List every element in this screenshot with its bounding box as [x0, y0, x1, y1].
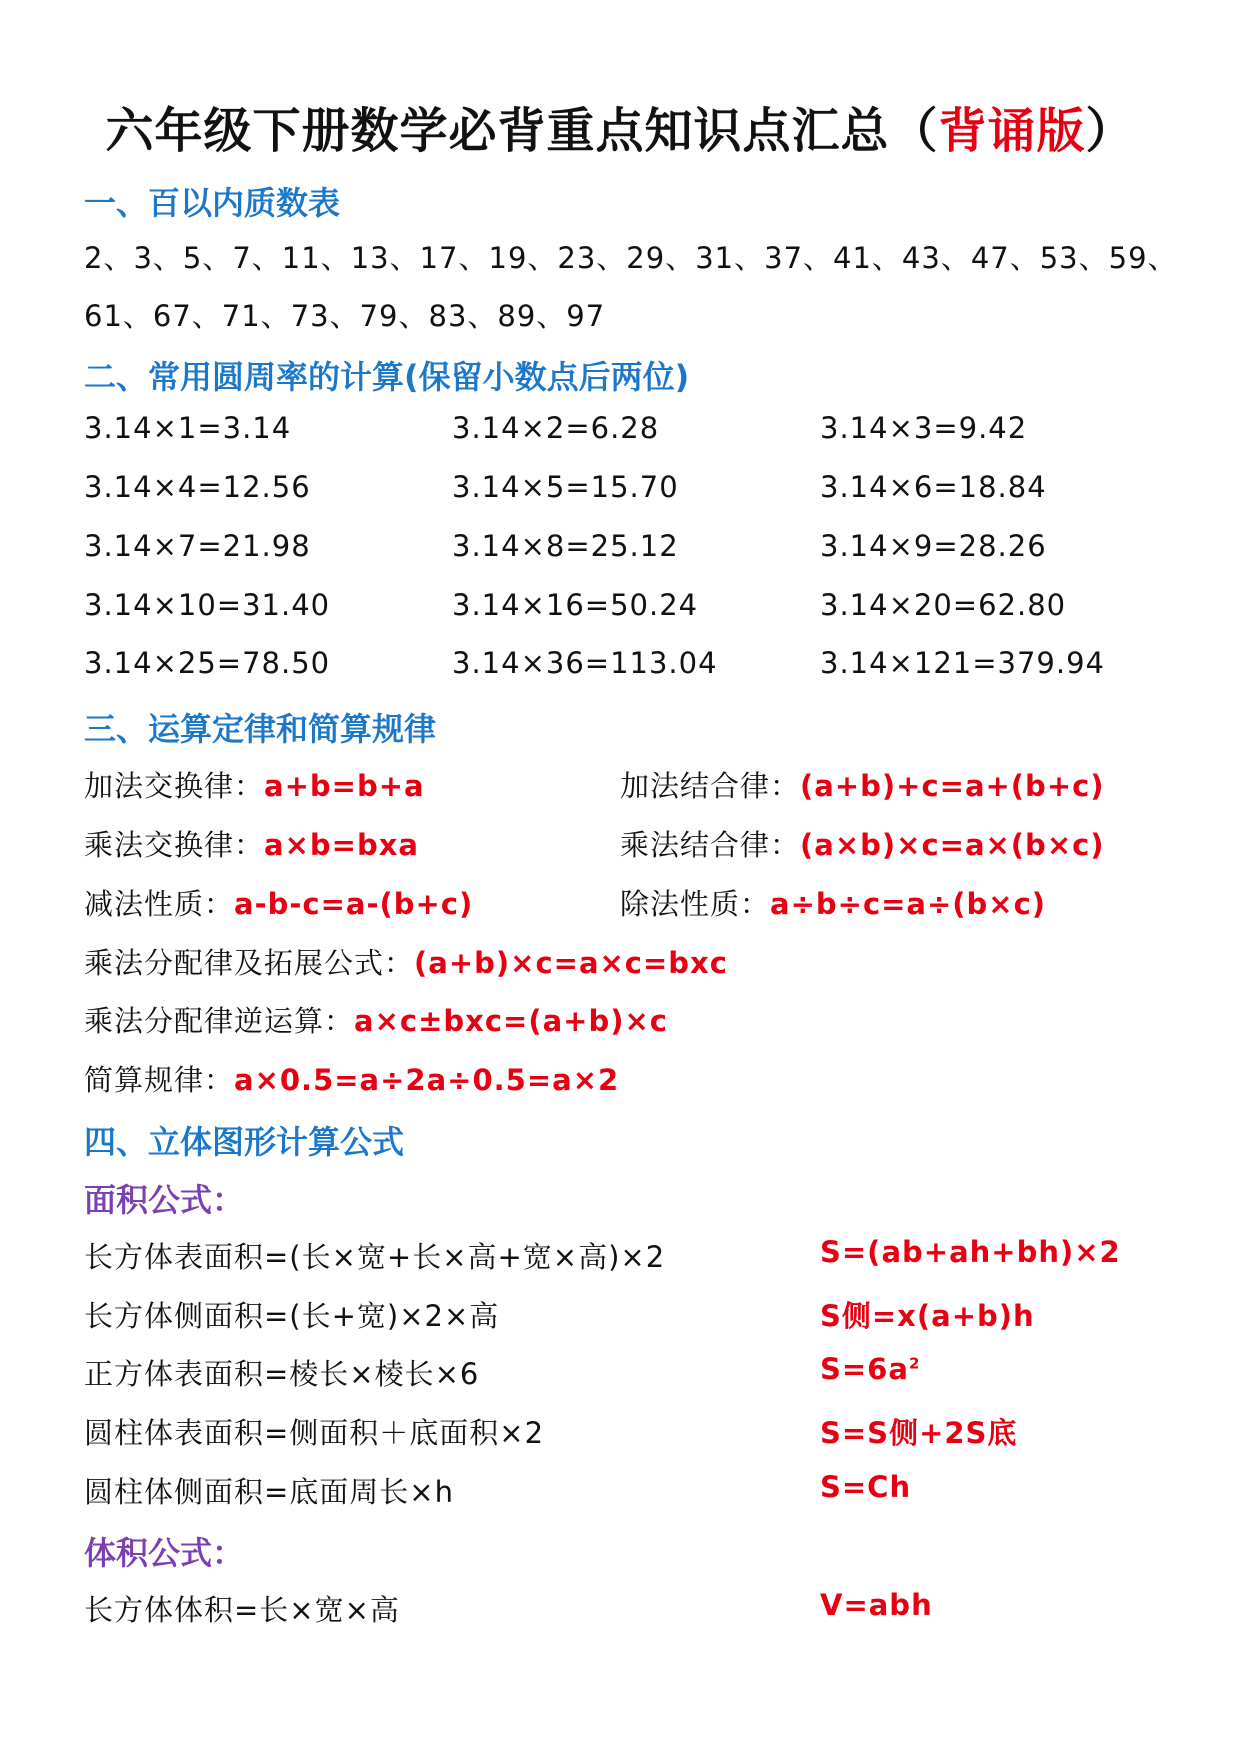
- title-close-paren: ）: [1085, 103, 1135, 159]
- page-title: [0, 92, 1240, 161]
- law-item: [84, 823, 419, 864]
- pi-cell: 3.14×20=62.80: [820, 588, 1067, 622]
- area-formula-symbolic: S=Ch: [820, 1470, 912, 1504]
- law-item: [84, 999, 668, 1040]
- law-label: 除法性质：: [620, 887, 771, 921]
- law-item: [84, 1058, 619, 1099]
- law-label: 减法性质：: [84, 887, 235, 921]
- law-formula: a÷b÷c=a÷(b×c): [770, 887, 1047, 921]
- area-formula-text: 圆柱体侧面积=底面周长×h: [84, 1475, 454, 1509]
- section-heading-laws: 三、运算定律和简算规律: [84, 710, 437, 748]
- pi-cell: 3.14×9=28.26: [820, 529, 1047, 563]
- pi-cell: 3.14×10=31.40: [84, 588, 331, 622]
- area-formula-symbolic: [820, 1352, 920, 1386]
- formula-base: S=6a: [820, 1352, 909, 1386]
- title-main: 六年级下册数学必背重点知识点汇总: [105, 103, 890, 159]
- area-formula-symbolic: S=S侧+2S底: [820, 1416, 1018, 1450]
- law-label: 简算规律：: [84, 1063, 235, 1097]
- volume-formula-symbolic: V=abh: [820, 1588, 933, 1622]
- law-formula: a-b-c=a-(b+c): [234, 887, 474, 921]
- law-item: [620, 764, 1105, 805]
- law-formula: a×0.5=a÷2a÷0.5=a×2: [234, 1063, 620, 1097]
- area-formula-text: 正方体表面积=棱长×棱长×6: [84, 1357, 480, 1391]
- area-formula-symbolic: S侧=x(a+b)h: [820, 1299, 1035, 1333]
- law-item: [620, 823, 1105, 864]
- formula-superscript: 2: [908, 1354, 921, 1373]
- pi-cell: 3.14×36=113.04: [452, 646, 718, 680]
- law-formula: (a+b)+c=a+(b+c): [800, 769, 1105, 803]
- section-heading-solids: 四、立体图形计算公式: [84, 1123, 405, 1161]
- pi-cell: 3.14×5=15.70: [452, 470, 679, 504]
- pi-cell: 3.14×121=379.94: [820, 646, 1105, 680]
- title-emphasis: 背诵版: [938, 103, 1086, 159]
- pi-cell: 3.14×1=3.14: [84, 411, 292, 445]
- law-item: [84, 764, 425, 805]
- law-label: 乘法分配律及拓展公式：: [84, 946, 415, 980]
- volume-subheading: 体积公式：: [84, 1534, 245, 1572]
- law-item: [84, 941, 728, 982]
- law-item: [620, 882, 1046, 923]
- area-formula-text: 长方体侧面积=(长+宽)×2×高: [84, 1299, 500, 1333]
- pi-cell: 3.14×7=21.98: [84, 529, 311, 563]
- pi-cell: 3.14×8=25.12: [452, 529, 679, 563]
- pi-cell: 3.14×6=18.84: [820, 470, 1047, 504]
- law-formula: (a×b)×c=a×(b×c): [800, 828, 1105, 862]
- primes-line-2: 61、67、71、73、79、83、89、97: [84, 299, 606, 333]
- pi-cell: 3.14×16=50.24: [452, 588, 699, 622]
- law-formula: a+b=b+a: [264, 769, 425, 803]
- law-label: 乘法分配律逆运算：: [84, 1004, 355, 1038]
- area-formula-text: 圆柱体表面积=侧面积＋底面积×2: [84, 1416, 545, 1450]
- pi-cell: 3.14×3=9.42: [820, 411, 1028, 445]
- area-formula-symbolic: S=(ab+ah+bh)×2: [820, 1235, 1121, 1269]
- law-label: 加法交换律：: [84, 769, 265, 803]
- pi-cell: 3.14×25=78.50: [84, 646, 331, 680]
- law-formula: a×b=bxa: [264, 828, 419, 862]
- title-open-paren: （: [889, 103, 939, 159]
- law-label: 加法结合律：: [620, 769, 801, 803]
- section-heading-pi: 二、常用圆周率的计算(保留小数点后两位): [84, 358, 690, 396]
- area-subheading: 面积公式：: [84, 1181, 245, 1219]
- law-item: [84, 882, 473, 923]
- law-formula: (a+b)×c=a×c=bxc: [414, 946, 728, 980]
- area-formula-text: 长方体表面积=(长×宽+长×高+宽×高)×2: [84, 1240, 666, 1274]
- primes-line-1: 2、3、5、7、11、13、17、19、23、29、31、37、41、43、47、53、59、: [84, 241, 1178, 275]
- law-label: 乘法交换律：: [84, 828, 265, 862]
- law-formula: a×c±bxc=(a+b)×c: [354, 1004, 668, 1038]
- volume-formula-text: 长方体体积=长×宽×高: [84, 1593, 400, 1627]
- section-heading-primes: 一、百以内质数表: [84, 184, 341, 222]
- law-label: 乘法结合律：: [620, 828, 801, 862]
- pi-cell: 3.14×2=6.28: [452, 411, 660, 445]
- pi-cell: 3.14×4=12.56: [84, 470, 311, 504]
